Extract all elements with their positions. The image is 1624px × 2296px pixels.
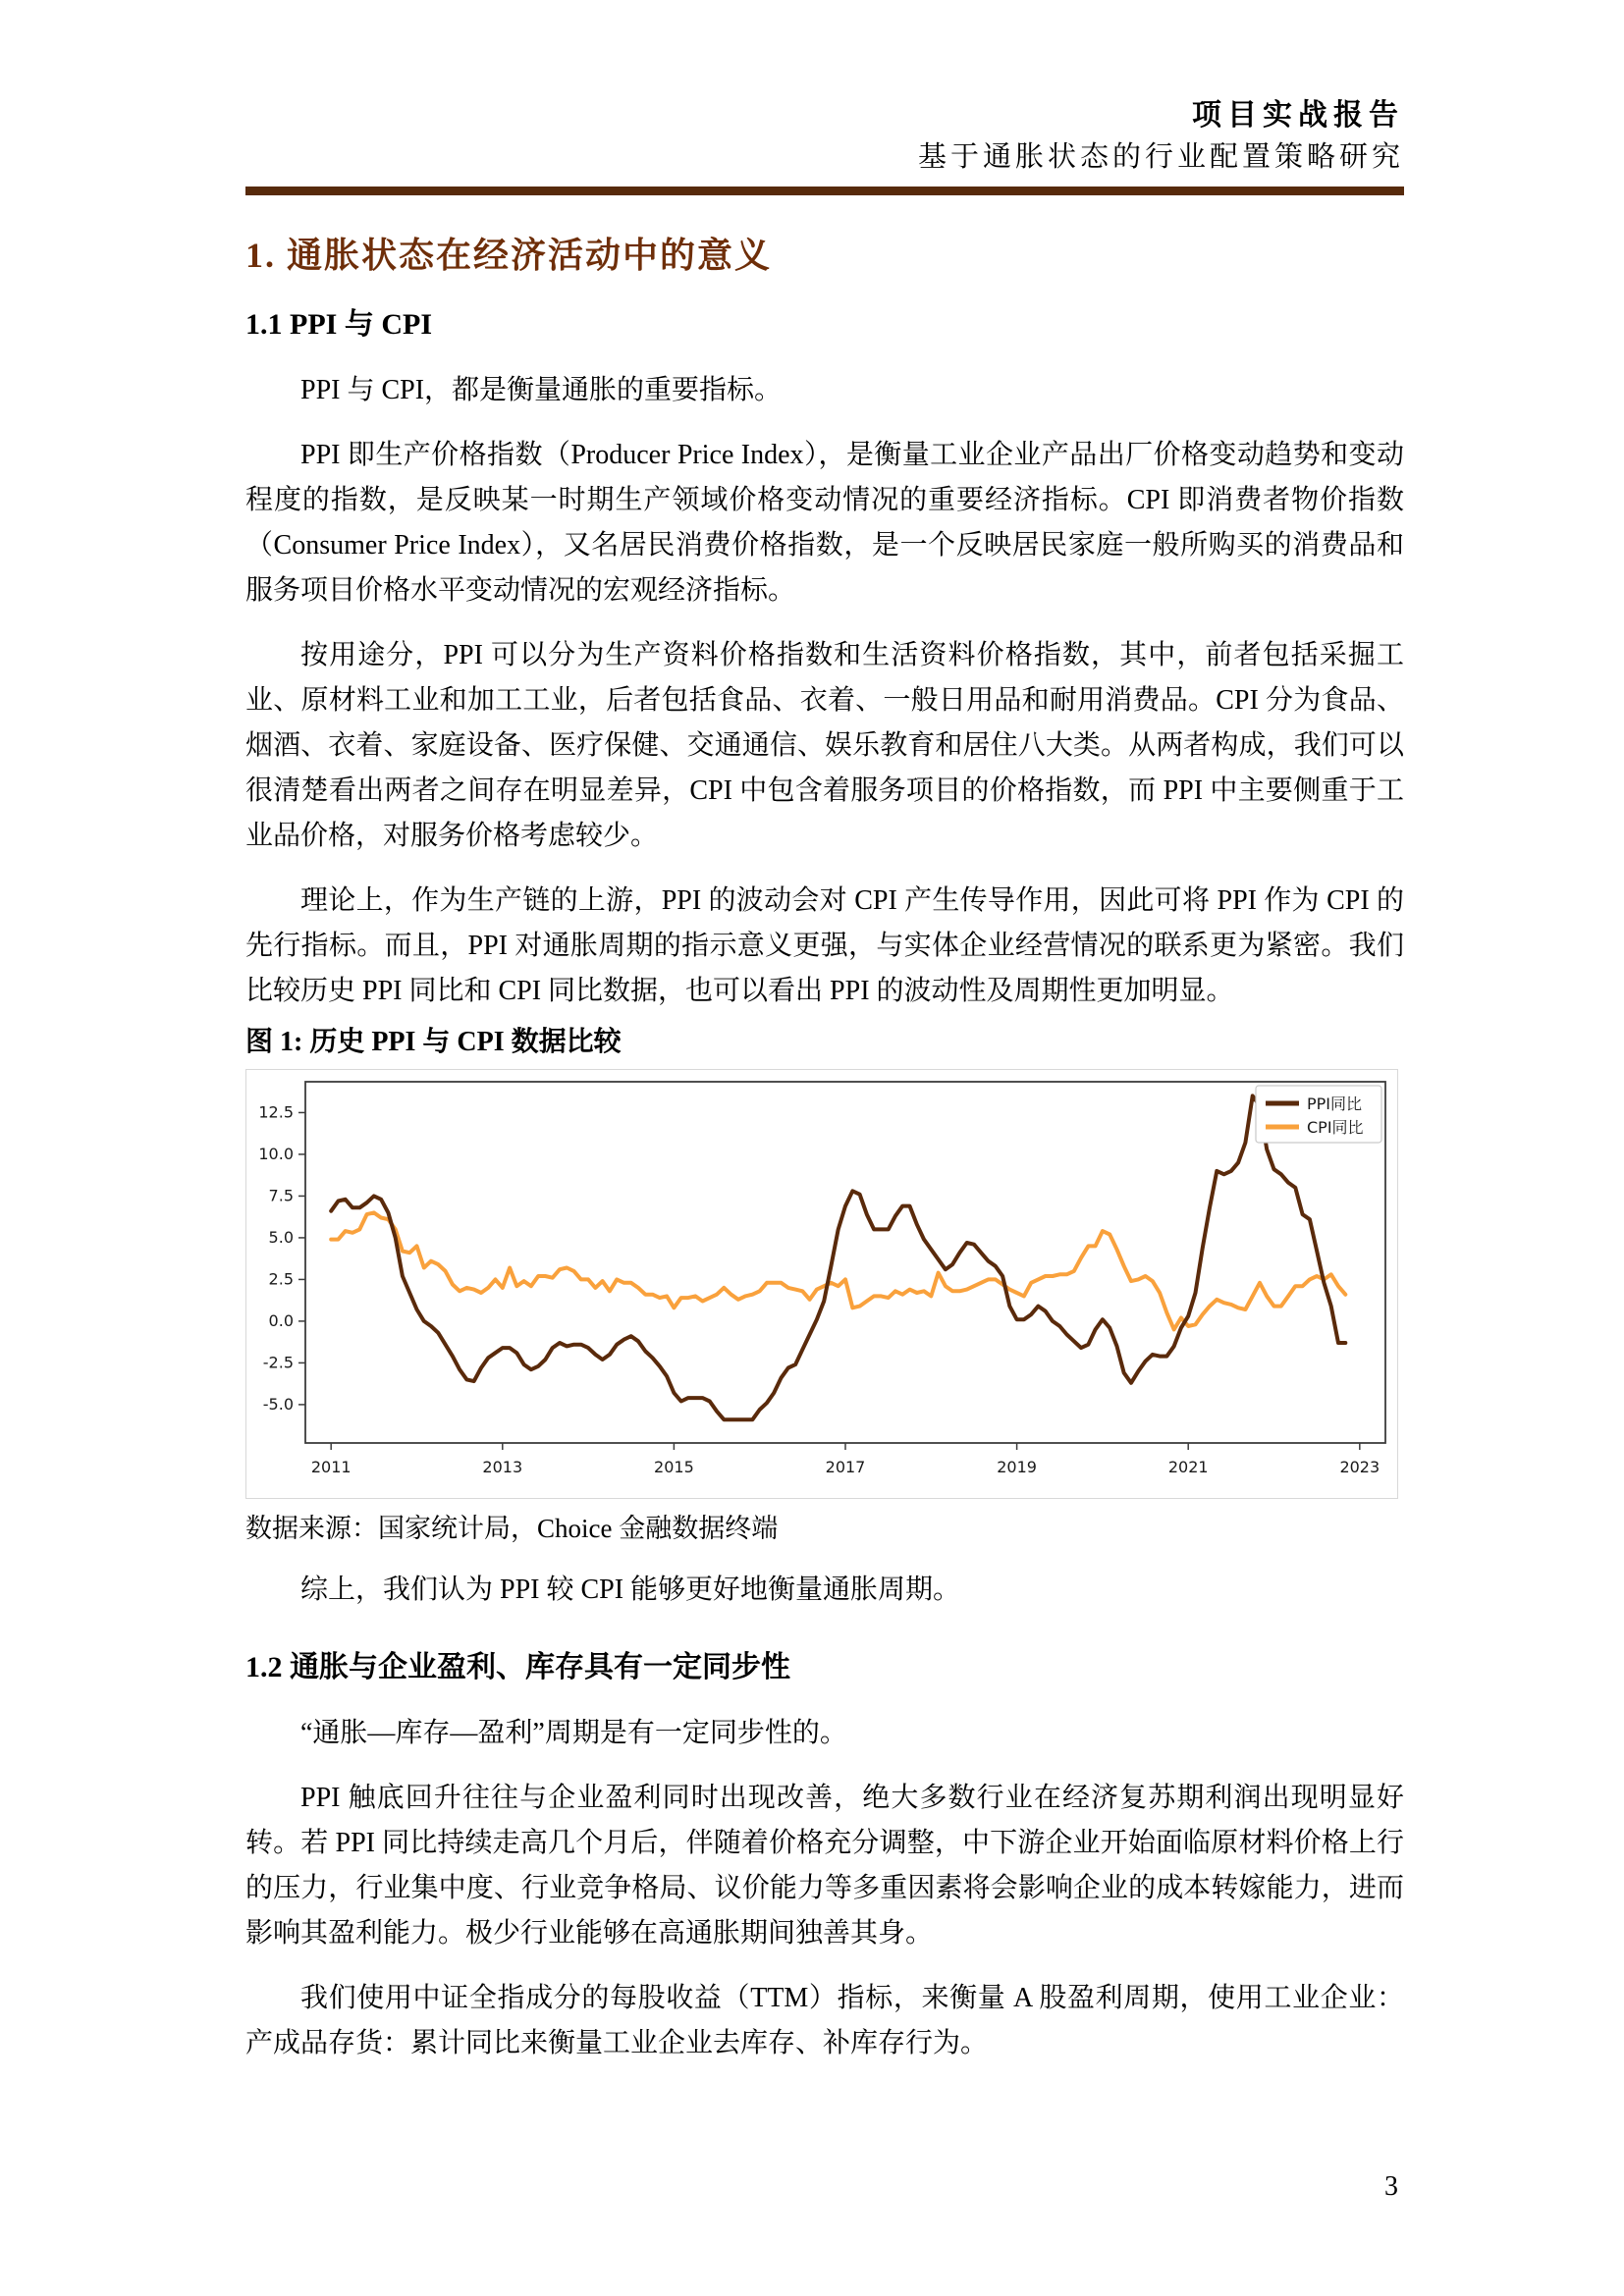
paragraph-ppi-profit: PPI 触底回升往往与企业盈利同时出现改善，绝大多数行业在经济复苏期利润出现明显好转。若 PPI 同比持续走高几个月后，伴随着价格充分调整，中下游企业开始面临原材料价格上行的压力，行业集中度、行业竞争格局、议价能力等多重因素将会影响企业的成本转嫁能力，进而影响其盈利能力。极少行业能够在高通胀期间独善其身。 [245,1783,1404,1949]
y-tick-label: 0.0 [268,1310,294,1330]
legend-label-ppi: PPI同比 [1307,1095,1363,1113]
y-tick-label: -2.5 [262,1353,294,1372]
paragraph-ppi-cpi-intro: PPI 与 CPI，都是衡量通胀的重要指标。 [300,375,783,405]
paragraph-eps-inventory: 我们使用中证全指成分的每股收益（TTM）指标，来衡量 A 股盈利周期，使用工业企业：产成品存货：累计同比来衡量工业企业去库存、补库存行为。 [245,1983,1404,2058]
y-tick-label: 7.5 [268,1186,294,1205]
section-1-heading: 1. 通胀状态在经济活动中的意义 [245,236,773,275]
content-column [245,0,1404,2066]
page-number: 3 [1384,2171,1398,2202]
figure-1-source: 数据来源：国家统计局，Choice 金融数据终端 [245,1514,779,1543]
report-subtitle: 基于通胀状态的行业配置策略研究 [917,141,1404,173]
plot-box [305,1082,1385,1443]
report-type-title: 项目实战报告 [1192,99,1404,132]
y-tick-label: 5.0 [268,1227,294,1247]
paragraph-ppi-leading-indicator: 理论上，作为生产链的上游，PPI 的波动会对 CPI 产生传导作用，因此可将 PPI 作为 CPI 的先行指标。而且，PPI 对通胀周期的指示意义更强，与实体企业经营情况的联系更为紧密。我们比较历史 PPI 同比和 CPI 同比数据，也可以看出 PPI 的波动性及周期性更加明显。 [245,885,1404,1006]
paragraph-sync-cycle: “通胀—库存—盈利”周期是有一定同步性的。 [300,1718,847,1748]
x-tick-label: 2019 [997,1458,1037,1476]
x-tick-label: 2013 [482,1458,523,1476]
figure-1-title: 图 1: 历史 PPI 与 CPI 数据比较 [245,1027,622,1057]
header-rule [245,187,1404,195]
ppi-cpi-chart [246,1070,1395,1498]
paragraph-ppi-cpi-composition: 按用途分，PPI 可以分为生产资料价格指数和生活资料价格指数，其中，前者包括采掘工业、原材料工业和加工工业，后者包括食品、衣着、一般日用品和耐用消费品。CPI 分为食品、烟酒、衣着、家庭设备、医疗保健、交通通信、娱乐教育和居住八大类。从两者构成，我们可以很清楚看出两者之间存在明显差异，CPI 中包含着服务项目的价格指数，而 PPI 中主要侧重于工业品价格，对服务价格考虑较少。 [245,640,1404,851]
section-1-1-heading: 1.1 PPI 与 CPI [245,308,432,341]
report-header [245,0,1404,195]
figure-1 [245,1069,1398,1499]
x-tick-label: 2023 [1339,1458,1380,1476]
paragraph-ppi-cpi-definition: PPI 即生产价格指数（Producer Price Index），是衡量工业企业产品出厂价格变动趋势和变动程度的指数，是反映某一时期生产领域价格变动情况的重要经济指标。CPI 即消费者物价指数（Consumer Price Index），又名居民消费价格指数，是一个反映居民家庭一般所购买的消费品和服务项目价格水平变动情况的宏观经济指标。 [245,440,1404,606]
x-tick-label: 2015 [654,1458,694,1476]
x-tick-label: 2021 [1167,1458,1209,1476]
y-tick-label: 2.5 [268,1269,294,1289]
y-tick-label: -5.0 [262,1394,294,1414]
x-tick-label: 2017 [825,1458,866,1476]
y-tick-label: 10.0 [258,1144,294,1163]
y-tick-label: 12.5 [258,1102,294,1122]
chart-legend [1256,1086,1381,1143]
x-tick-label: 2011 [310,1458,352,1476]
section-1-2-heading: 1.2 通胀与企业盈利、库存具有一定同步性 [245,1651,790,1683]
legend-label-cpi: CPI同比 [1307,1118,1364,1137]
paragraph-conclusion: 综上，我们认为 PPI 较 CPI 能够更好地衡量通胀周期。 [300,1575,961,1605]
